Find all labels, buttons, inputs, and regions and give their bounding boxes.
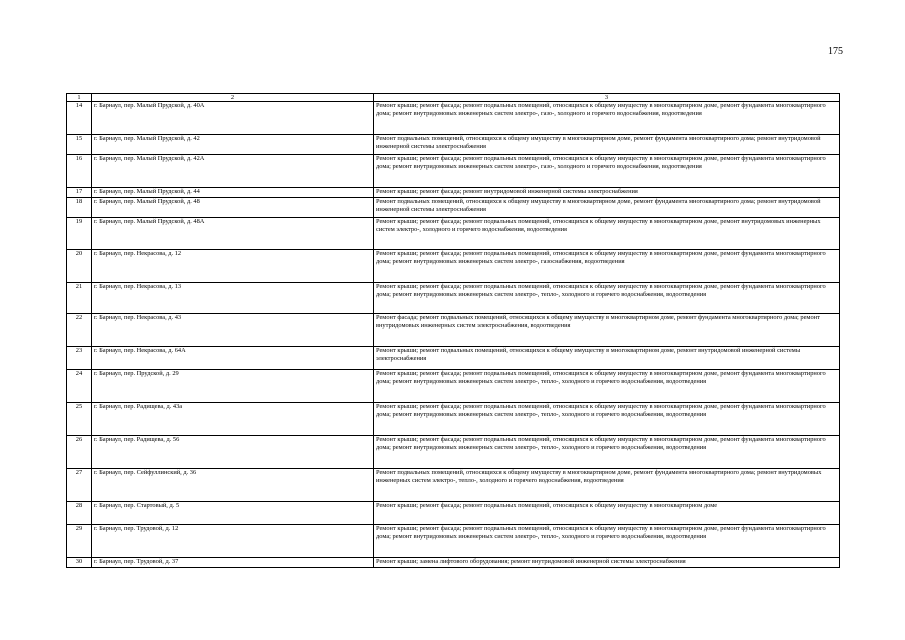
- row-number: 25: [67, 403, 92, 436]
- row-number: 15: [67, 135, 92, 155]
- row-number: 30: [67, 558, 92, 568]
- work-cell: Ремонт крыши; ремонт фасада; ремонт подвальных помещений, относящихся к общему имуществу в многоквартирном доме, ремонт внутридомовых инженерных систем электро-, холодного и горячего водоснабжения, водоотведения: [374, 218, 840, 250]
- row-number: 19: [67, 218, 92, 250]
- row-number: 26: [67, 436, 92, 469]
- table-row: [67, 155, 840, 188]
- table-row: [67, 436, 840, 469]
- address-cell: г. Барнаул, пер. Трудовой, д. 37: [92, 558, 374, 568]
- work-cell: Ремонт крыши; ремонт фасада; ремонт подвальных помещений, относящихся к общему имуществу в многоквартирном доме, ремонт фундамента многоквартирного дома; ремонт внутридомовых инженерных систем электро-, газо-, холодного и горячего водоснабжения, водоотведения: [374, 155, 840, 188]
- address-cell: г. Барнаул, пер. Малый Прудской, д. 42: [92, 135, 374, 155]
- page-number: 175: [828, 46, 843, 57]
- work-cell: Ремонт крыши; ремонт подвальных помещений, относящихся к общему имуществу в многоквартирном доме, ремонт внутридомовой инженерной системы электроснабжения: [374, 347, 840, 370]
- address-cell: г. Барнаул, пер. Некрасова, д. 12: [92, 250, 374, 283]
- work-cell: Ремонт крыши; ремонт фасада; ремонт подвальных помещений, относящихся к общему имуществу в многоквартирном доме, ремонт фундамента многоквартирного дома; ремонт внутридомовых инженерных систем электро-, газо-, холодного и горячего водоснабжения, водоотведения: [374, 102, 840, 135]
- address-cell: г. Барнаул, пер. Некрасова, д. 13: [92, 283, 374, 314]
- address-cell: г. Барнаул, пер. Малый Прудской, д. 48: [92, 198, 374, 218]
- address-cell: г. Барнаул, пер. Стартовый, д. 5: [92, 502, 374, 525]
- table-row: [67, 558, 840, 568]
- table-row: [67, 347, 840, 370]
- row-number: 21: [67, 283, 92, 314]
- work-cell: Ремонт подвальных помещений, относящихся к общему имуществу в многоквартирном доме, ремонт фундамента многоквартирного дома; ремонт внутридомовых инженерных систем электро-, тепло-, холодного и горячего водоснабжения, водоотведения: [374, 469, 840, 502]
- work-cell: Ремонт крыши; ремонт фасада; ремонт подвальных помещений, относящихся к общему имуществу в многоквартирном доме, ремонт фундамента многоквартирного дома; ремонт внутридомовых инженерных систем электро-, тепло-, холодного и горячего водоснабжения, водоотведения: [374, 370, 840, 403]
- table-row: [67, 218, 840, 250]
- row-number: 28: [67, 502, 92, 525]
- address-cell: г. Барнаул, пер. Малый Прудской, д. 44: [92, 188, 374, 198]
- table-row: [67, 188, 840, 198]
- work-cell: Ремонт крыши; ремонт фасада; ремонт подвальных помещений, относящихся к общему имуществу в многоквартирном доме, ремонт фундамента многоквартирного дома; ремонт внутридомовых инженерных систем электро-, тепло-, холодного и горячего водоснабжения, водоотведения: [374, 283, 840, 314]
- table-row: [67, 283, 840, 314]
- table-header-row: [67, 94, 840, 102]
- address-cell: г. Барнаул, пер. Малый Прудской, д. 48А: [92, 218, 374, 250]
- row-number: 18: [67, 198, 92, 218]
- row-number: 14: [67, 102, 92, 135]
- address-cell: г. Барнаул, пер. Некрасова, д. 43: [92, 314, 374, 347]
- table-row: [67, 370, 840, 403]
- work-cell: Ремонт крыши; ремонт фасада; ремонт подвальных помещений, относящихся к общему имуществу в многоквартирном доме: [374, 502, 840, 525]
- repair-table: [66, 93, 840, 568]
- row-number: 17: [67, 188, 92, 198]
- address-cell: г. Барнаул, пер. Радищева, д. 43а: [92, 403, 374, 436]
- work-cell: Ремонт фасада; ремонт подвальных помещений, относящихся к общему имуществу в многоквартирном доме, ремонт фундамента многоквартирного дома; ремонт внутридомовых инженерных систем электроснабжения, водоотведения: [374, 314, 840, 347]
- row-number: 22: [67, 314, 92, 347]
- work-cell: Ремонт крыши; ремонт фасада; ремонт подвальных помещений, относящихся к общему имуществу в многоквартирном доме, ремонт фундамента многоквартирного дома; ремонт внутридомовых инженерных систем электро-, тепло-, холодного и горячего водоснабжения, водоотведения: [374, 403, 840, 436]
- work-cell: Ремонт подвальных помещений, относящихся к общему имуществу в многоквартирном доме, ремонт фундамента многоквартирного дома; ремонт внутридомовой инженерной системы электроснабжения: [374, 198, 840, 218]
- row-number: 20: [67, 250, 92, 283]
- address-cell: г. Барнаул, пер. Сейфуллинский, д. 36: [92, 469, 374, 502]
- column-header: 1: [67, 94, 92, 102]
- column-header: 3: [374, 94, 840, 102]
- row-number: 24: [67, 370, 92, 403]
- address-cell: г. Барнаул, пер. Прудской, д. 29: [92, 370, 374, 403]
- table-row: [67, 135, 840, 155]
- row-number: 29: [67, 525, 92, 558]
- row-number: 16: [67, 155, 92, 188]
- table-row: [67, 403, 840, 436]
- table-row: [67, 502, 840, 525]
- table-row: [67, 525, 840, 558]
- address-cell: г. Барнаул, пер. Радищева, д. 56: [92, 436, 374, 469]
- work-cell: Ремонт крыши; ремонт фасада; ремонт подвальных помещений, относящихся к общему имуществу в многоквартирном доме, ремонт фундамента многоквартирного дома; ремонт внутридомовых инженерных систем электро-, газоснабжения, водоотведения: [374, 250, 840, 283]
- address-cell: г. Барнаул, пер. Некрасова, д. 64А: [92, 347, 374, 370]
- table-row: [67, 314, 840, 347]
- column-header: 2: [92, 94, 374, 102]
- table-row: [67, 198, 840, 218]
- table-row: [67, 102, 840, 135]
- row-number: 27: [67, 469, 92, 502]
- row-number: 23: [67, 347, 92, 370]
- work-cell: Ремонт крыши; ремонт фасада; ремонт внутридомовой инженерной системы электроснабжения: [374, 188, 840, 198]
- address-cell: г. Барнаул, пер. Трудовой, д. 12: [92, 525, 374, 558]
- work-cell: Ремонт крыши; ремонт фасада; ремонт подвальных помещений, относящихся к общему имуществу в многоквартирном доме, ремонт фундамента многоквартирного дома; ремонт внутридомовых инженерных систем электро-, тепло-, холодного и горячего водоснабжения, водоотведения: [374, 525, 840, 558]
- table-row: [67, 250, 840, 283]
- work-cell: Ремонт подвальных помещений, относящихся к общему имуществу в многоквартирном доме, ремонт фундамента многоквартирного дома; ремонт внутридомовой инженерной системы электроснабжения: [374, 135, 840, 155]
- address-cell: г. Барнаул, пер. Малый Прудской, д. 42А: [92, 155, 374, 188]
- work-cell: Ремонт крыши; ремонт фасада; ремонт подвальных помещений, относящихся к общему имуществу в многоквартирном доме, ремонт фундамента многоквартирного дома; ремонт внутридомовых инженерных систем электро-, тепло-, холодного и горячего водоснабжения, водоотведения: [374, 436, 840, 469]
- table-row: [67, 469, 840, 502]
- address-cell: г. Барнаул, пер. Малый Прудской, д. 40А: [92, 102, 374, 135]
- work-cell: Ремонт крыши; замена лифтового оборудования; ремонт внутридомовой инженерной системы электроснабжения: [374, 558, 840, 568]
